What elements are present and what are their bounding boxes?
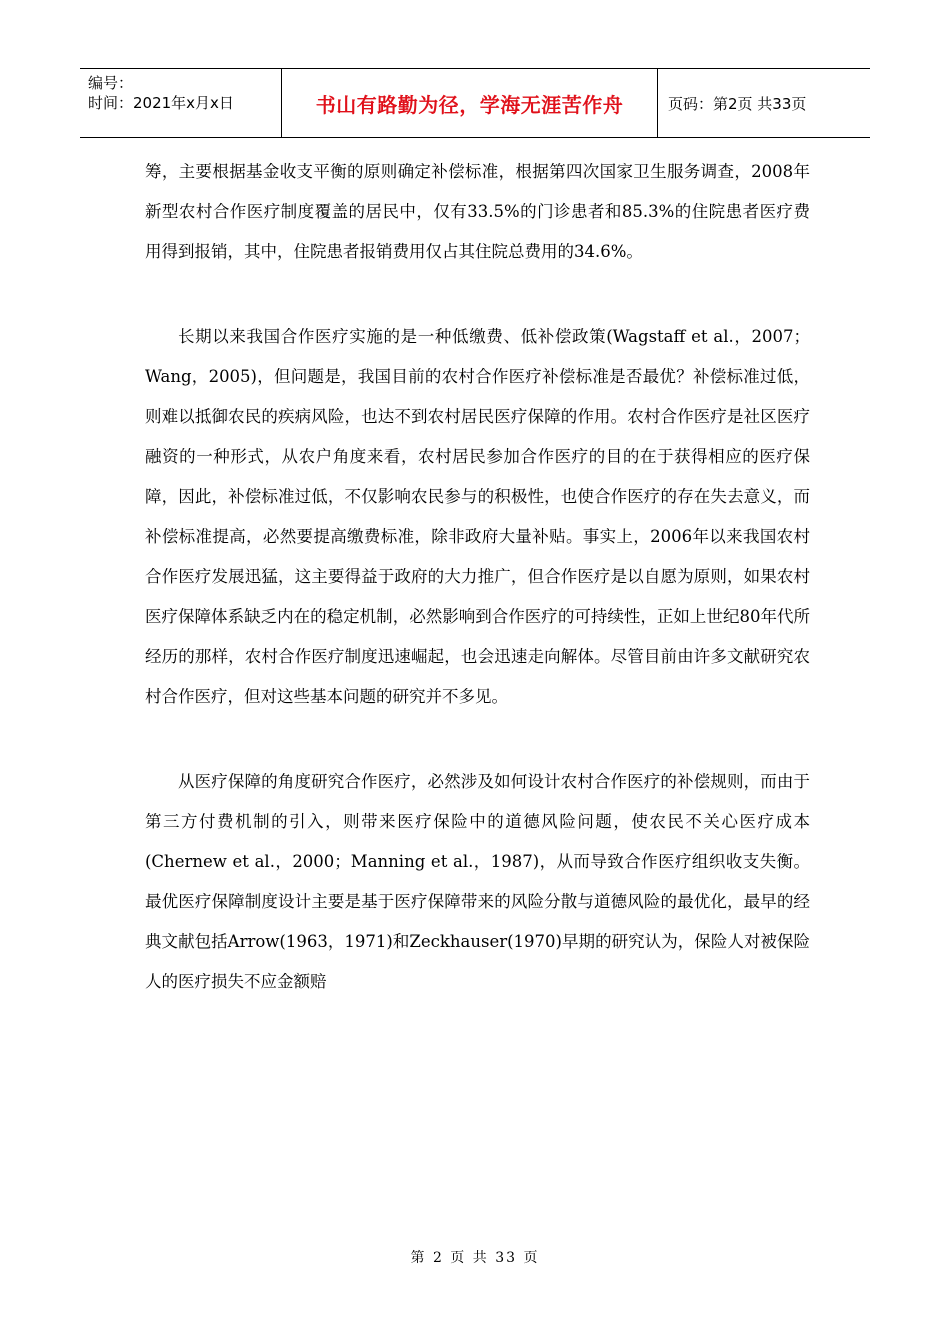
document-body [145, 152, 810, 1002]
number-label: 编号： [88, 74, 134, 92]
paragraph-gap [145, 272, 810, 317]
header-meta [80, 69, 281, 137]
header-page-code-cell [658, 69, 870, 137]
footer-page-number: 第 2 页 共 33 页 [410, 1250, 540, 1266]
paragraph-gap [145, 717, 810, 762]
header-motto-cell [281, 69, 658, 137]
page-code: 页码：第2页 共33页 [668, 94, 807, 113]
page-header [80, 68, 870, 138]
motto-text: 书山有路勤为径，学海无涯苦作舟 [315, 92, 624, 117]
time-label: 时间：2021年x月x日 [88, 94, 234, 112]
page-footer [0, 1247, 950, 1267]
paragraph-continued: 筹，主要根据基金收支平衡的原则确定补偿标准，根据第四次国家卫生服务调查，2008年新型农村合作医疗制度覆盖的居民中，仅有33.5%的门诊患者和85.3%的住院患者医疗费用得到报销，其中，住院患者报销费用仅占其住院总费用的34.6%。 [145, 162, 810, 261]
paragraph: 长期以来我国合作医疗实施的是一种低缴费、低补偿政策(Wagstaff et al.，2007；Wang，2005)，但问题是，我国目前的农村合作医疗补偿标准是否最优？补偿标准过低，则难以抵御农民的疾病风险，也达不到农村居民医疗保障的作用。农村合作医疗是社区医疗融资的一种形式，从农户角度来看，农村居民参加合作医疗的目的在于获得相应的医疗保障，因此，补偿标准过低，不仅影响农民参与的积极性，也使合作医疗的存在失去意义，而补偿标准提高，必然要提高缴费标准，除非政府大量补贴。事实上，2006年以来我国农村合作医疗发展迅猛，这主要得益于政府的大力推广，但合作医疗是以自愿为原则，如果农村医疗保障体系缺乏内在的稳定机制，必然影响到合作医疗的可持续性，正如上世纪80年代所经历的那样，农村合作医疗制度迅速崛起，也会迅速走向解体。尽管目前由许多文献研究农村合作医疗，但对这些基本问题的研究并不多见。 [145, 327, 810, 706]
paragraph: 从医疗保障的角度研究合作医疗，必然涉及如何设计农村合作医疗的补偿规则，而由于第三方付费机制的引入，则带来医疗保险中的道德风险问题，使农民不关心医疗成本(Chernew et al.，2000；Manning et al.，1987)，从而导致合作医疗组织收支失衡。最优医疗保障制度设计主要是基于医疗保障带来的风险分散与道德风险的最优化，最早的经典文献包括Arrow(1963，1971)和Zeckhauser(1970)早期的研究认为，保险人对被保险人的医疗损失不应金额赔 [145, 772, 810, 991]
